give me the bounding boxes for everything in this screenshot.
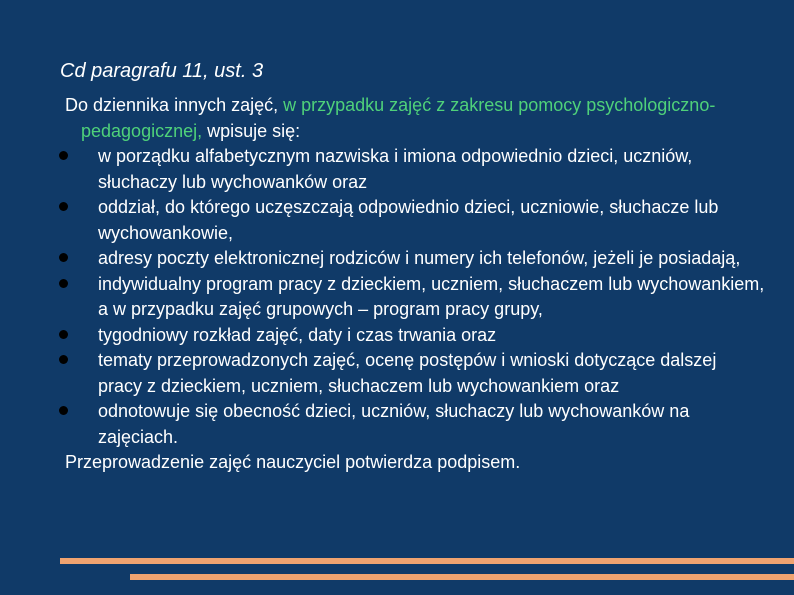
decorative-bar-bottom (130, 574, 794, 580)
list-item (65, 348, 765, 399)
list-item-text: tygodniowy rozkład zajęć, daty i czas trwania oraz (98, 324, 497, 345)
list-item-text: indywidualny program pracy z dzieckiem, uczniem, słuchaczem lub wychowankiem, a w przypadku zajęć grupowych – program pracy grupy, (98, 273, 765, 319)
list-item-text: oddział, do którego uczęszczają odpowiednio dzieci, uczniowie, słuchacze lub wychowankowie, (98, 197, 719, 243)
bullet-list (65, 144, 765, 450)
list-item (65, 195, 765, 246)
list-item (65, 144, 765, 195)
list-item-text: adresy poczty elektronicznej rodziców i numery ich telefonów, jeżeli je posiadają, (98, 248, 741, 268)
slide-title: Cd paragrafu 11, ust. 3 (60, 60, 264, 82)
intro-paragraph (65, 93, 765, 144)
intro-highlight: w przypadku zajęć z zakresu pomocy psychologiczno-pedagogicznej, (81, 95, 716, 141)
list-item (65, 323, 765, 349)
bullet-icon (59, 202, 68, 211)
bullet-icon (59, 330, 68, 339)
list-item-text: w porządku alfabetycznym nazwiska i imiona odpowiednio dzieci, uczniów, słuchaczy lub wychowanków oraz (98, 146, 693, 192)
slide-content (65, 93, 765, 476)
list-item-text: odnotowuje się obecność dzieci, uczniów, słuchaczy lub wychowanków na zajęciach. (98, 401, 690, 447)
bullet-icon (59, 406, 68, 415)
closing-paragraph: Przeprowadzenie zajęć nauczyciel potwierdza podpisem. (65, 452, 521, 472)
list-item (65, 399, 765, 450)
list-item (65, 272, 765, 323)
bullet-icon (59, 151, 68, 160)
bullet-icon (59, 253, 68, 262)
list-item (65, 246, 765, 272)
bullet-icon (59, 355, 68, 364)
list-item-text: tematy przeprowadzonych zajęć, ocenę postępów i wnioski dotyczące dalszej pracy z dzieckiem, uczniem, słuchaczem lub wychowankiem oraz (98, 350, 717, 396)
decorative-bar-top (60, 558, 794, 564)
intro-prefix: Do dziennika innych zajęć, (65, 95, 279, 115)
intro-suffix: wpisuje się: (202, 120, 301, 141)
bullet-icon (59, 279, 68, 288)
